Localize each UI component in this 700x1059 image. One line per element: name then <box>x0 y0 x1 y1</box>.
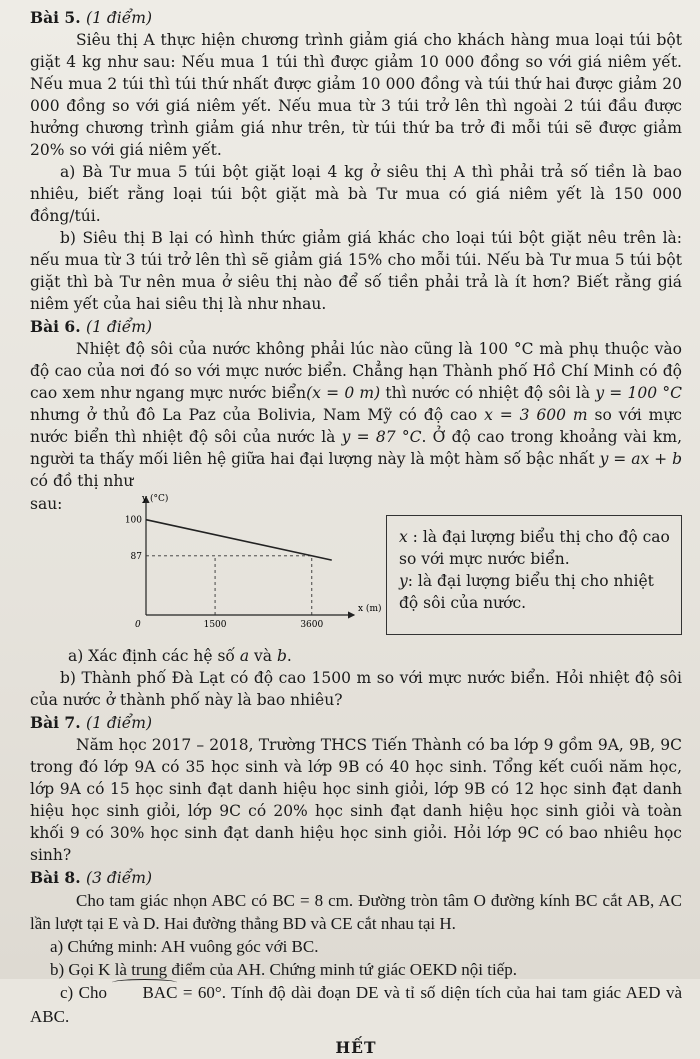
legend-y <box>399 570 673 614</box>
legend-x-var: x <box>399 528 408 546</box>
bai6-text-3: nhưng ở thủ đô La Paz của Bolivia, Nam Mỹ có độ cao <box>30 406 485 424</box>
bai7-points: (1 điểm) <box>86 714 153 732</box>
bai8-c-pre: c) Cho <box>60 983 113 1002</box>
y-axis-label: y (°C) <box>142 494 169 504</box>
bai6-question-a <box>30 645 682 667</box>
y-tick-100: 100 <box>124 515 142 526</box>
bai6-figure-row <box>30 493 682 645</box>
bai5-header <box>30 7 682 29</box>
series-line <box>146 520 332 560</box>
bai6-header <box>30 316 682 338</box>
bai6-qa-end: . <box>286 647 292 665</box>
bai6-title: Bài 6. <box>30 317 81 336</box>
bai6-legend-box <box>386 515 682 635</box>
bai6-sau-label: sau: <box>30 495 63 513</box>
bai6-qa-text: a) Xác định các hệ số <box>68 647 240 665</box>
bai6-math-y87: y = 87 °C <box>341 428 422 446</box>
legend-y-var: y <box>399 572 408 590</box>
x-tick-1500: 1500 <box>203 620 227 630</box>
bai8-points: (3 điểm) <box>86 869 153 887</box>
legend-x <box>399 526 673 570</box>
bai6-math-function: y = ax + b <box>599 450 683 468</box>
bai6-question-b: b) Thành phố Đà Lạt có độ cao 1500 m so với mực nước biển. Hỏi nhiệt độ sôi của nước ở thành phố này là bao nhiêu? <box>30 669 682 709</box>
bai6-qa-and: và <box>249 647 277 665</box>
bai5-statement: Siêu thị A thực hiện chương trình giảm giá cho khách hàng mua loại túi bột giặt 4 kg như sau: Nếu mua 1 túi thì được giảm 10 000 đồng so với giá niêm yết. Nếu mua 2 túi thì túi thứ nhất được giảm 10 000 đồng và túi thứ hai được giảm 20 000 đồng so với giá niêm yết. Nếu mua từ 3 túi trở lên thì ngoài 2 túi đầu được hưởng chương trình giảm giá như trên, từ túi thứ ba trở đi mỗi túi sẽ được giảm 20% so với giá niêm yết. <box>30 31 682 159</box>
bai6-math-y100: y = 100 °C <box>595 384 682 402</box>
bai6-statement <box>30 338 682 492</box>
origin-label: 0 <box>135 620 141 630</box>
boiling-point-chart <box>108 489 382 639</box>
bai8-c-angle: BAC <box>112 981 177 1005</box>
bai6-text-2: thì nước có nhiệt độ sôi là <box>380 384 596 402</box>
legend-x-text: : là đại lượng biểu thị cho độ cao so với mực nước biển. <box>399 528 670 568</box>
bai5-title: Bài 5. <box>30 8 81 27</box>
bai7-title: Bài 7. <box>30 713 81 732</box>
bai6-text-1: Nhiệt độ sôi của nước không phải lúc nào cũng là 100 °C mà phụ thuộc vào độ cao của nơi đó so với mực nước biển. Chẳng hạn Thành phố Hồ Chí Minh có độ cao xem như ngang mực nước biển <box>30 340 682 402</box>
bai6-text-6: có đồ thị như <box>30 472 134 490</box>
legend-y-text: : là đại lượng biểu thị cho nhiệt độ sôi của nước. <box>399 572 654 612</box>
bai8-question-c <box>30 981 682 1029</box>
bai8-header <box>30 867 682 889</box>
bai8-statement: Cho tam giác nhọn ABC có BC = 8 cm. Đường tròn tâm O đường kính BC cắt AB, AC lần lượt tại E và D. Hai đường thẳng BD và CE cắt nhau tại H. <box>30 891 682 933</box>
y-tick-87: 87 <box>130 551 142 562</box>
bai6-points: (1 điểm) <box>86 318 153 336</box>
bai6-math-x0: (x = 0 m) <box>306 384 381 402</box>
bai5-points: (1 điểm) <box>86 9 153 27</box>
bai7-header <box>30 712 682 734</box>
footer-end: HẾT <box>335 1038 377 1057</box>
bai5-question-b: b) Siêu thị B lại có hình thức giảm giá khác cho loại túi bột giặt nêu trên là: nếu mua từ 3 túi trở lên thì sẽ giảm giá 15% cho mỗi túi. Nếu bà Tư mua 5 túi bột giặt thì bà Tư nên mua ở siêu thị nào để số tiền phải trả là ít hơn? Biết rằng giá niêm yết của hai siêu thị là như nhau. <box>30 229 682 313</box>
x-axis-label: x (m) <box>358 604 382 614</box>
bai8-question-a: a) Chứng minh: AH vuông góc với BC. <box>50 937 319 956</box>
bai6-qa-b: b <box>276 647 287 665</box>
bai6-math-x3600: x = 3 600 m <box>484 406 588 424</box>
bai7-statement: Năm học 2017 – 2018, Trường THCS Tiến Thành có ba lớp 9 gồm 9A, 9B, 9C trong đó lớp 9A có 35 học sinh và lớp 9B có 40 học sinh. Tổng kết cuối năm học, lớp 9A có 15 học sinh đạt danh hiệu học sinh giỏi, lớp 9B có 12 học sinh đạt danh hiệu học sinh giỏi, lớp 9C có 20% học sinh đạt danh hiệu học sinh giỏi và toàn khối 9 có 30% học sinh đạt danh hiệu học sinh giỏi. Hỏi lớp 9C có bao nhiêu học sinh? <box>30 736 682 864</box>
bai5-question-a: a) Bà Tư mua 5 túi bột giặt loại 4 kg ở siêu thị A thì phải trả số tiền là bao nhiêu, biết rằng loại túi bột giặt mà bà Tư mua có giá niêm yết là 150 000 đồng/túi. <box>30 163 682 225</box>
guide-lines <box>146 556 312 615</box>
bai8-question-b: b) Gọi K là trung điểm của AH. Chứng minh tứ giác OEKD nội tiếp. <box>50 960 517 979</box>
x-tick-3600: 3600 <box>300 620 324 630</box>
bai6-qa-a: a <box>239 647 250 665</box>
bai6-text-5: . Ở độ cao trong khoảng vài km, người ta thấy mối liên hệ giữa hai đại lượng này là một hàm số bậc nhất <box>30 428 682 468</box>
bai8-c-post: = 60°. Tính độ dài đoạn DE và tỉ số diện tích của hai tam giác AED và ABC. <box>30 983 682 1026</box>
bai8-title: Bài 8. <box>30 868 81 887</box>
bai6-text-4: so với mực nước biển thì nhiệt độ sôi của nước là <box>30 406 682 446</box>
tick-labels <box>125 516 324 630</box>
